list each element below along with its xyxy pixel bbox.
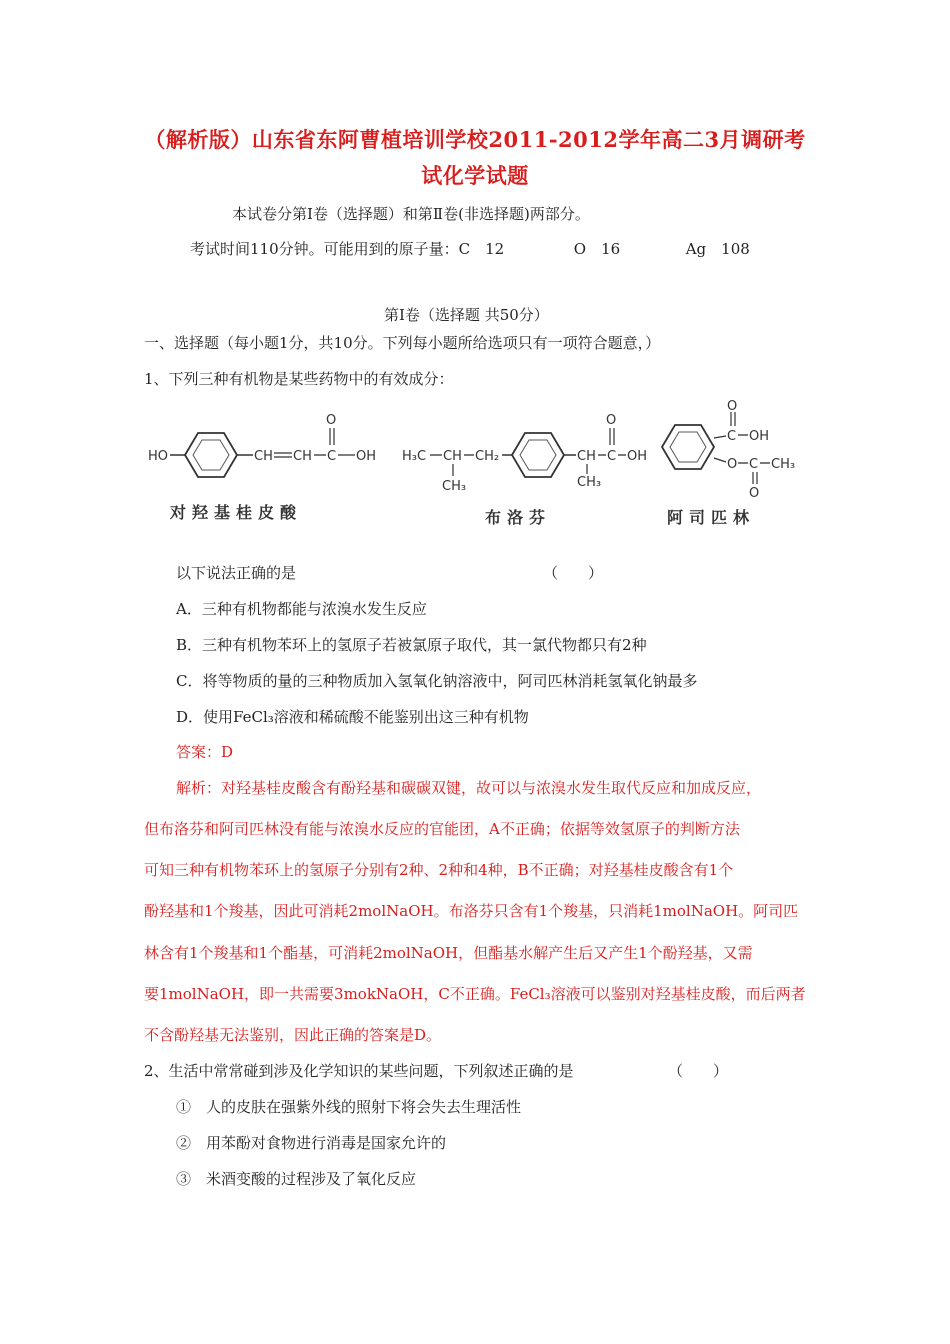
- svg-text:CH₃: CH₃: [577, 475, 602, 490]
- intro-line2: [190, 238, 750, 259]
- svg-text:C: C: [727, 429, 737, 444]
- svg-text:CH: CH: [443, 449, 462, 464]
- q2-stem: 2、生活中常常碰到涉及化学知识的某些问题，下列叙述正确的是: [144, 1062, 574, 1080]
- svg-text:CH: CH: [577, 449, 596, 464]
- document-title-line1: （解析版）山东省东阿曹植培训学校2011-2012学年高二3月调研考: [144, 127, 806, 152]
- svg-text:O: O: [326, 413, 337, 428]
- molecule-aspirin: [662, 399, 795, 501]
- intro-oxygen: O 16: [573, 240, 621, 258]
- q1-option-d: D．使用FeCl₃溶液和稀硫酸不能鉴别出这三种有机物: [176, 708, 529, 726]
- q1-option-b: B．三种有机物苯环上的氢原子若被氯原子取代，其一氯代物都只有2种: [176, 636, 647, 654]
- molecule-label-aspirin: 阿司匹林: [667, 508, 756, 527]
- svg-text:O: O: [727, 457, 738, 472]
- svg-text:CH₂: CH₂: [475, 449, 500, 464]
- q1-analysis-line: 但布洛芬和阿司匹林没有能与浓溴水反应的官能团，A不正确；依据等效氢原子的判断方法: [144, 820, 740, 838]
- q1-analysis-line: 解析：对羟基桂皮酸含有酚羟基和碳碳双键，故可以与浓溴水发生取代反应和加成反应，: [176, 779, 762, 797]
- intro-line1: 本试卷分第Ⅰ卷（选择题）和第Ⅱ卷(非选择题)两部分。: [232, 205, 590, 223]
- intro-silver: Ag 108: [685, 240, 750, 258]
- intro-time-and-carbon: 考试时间110分钟。可能用到的原子量：C 12: [190, 240, 505, 258]
- svg-text:CH₃: CH₃: [442, 479, 467, 494]
- svg-text:CH: CH: [293, 449, 312, 464]
- svg-text:C: C: [749, 457, 759, 472]
- q1-answer: 答案：D: [176, 743, 234, 761]
- q1-analysis-line: 林含有1个羧基和1个酯基，可消耗2molNaOH，但酯基水解产生后又产生1个酚羟基，又需: [144, 944, 753, 962]
- svg-text:CH₃: CH₃: [771, 457, 796, 472]
- document-title-line2: 试化学试题: [421, 163, 529, 188]
- section-heading: 第Ⅰ卷（选择题 共50分）: [384, 306, 549, 324]
- q2-answer-paren: （ ）: [668, 1062, 729, 1080]
- molecule-label-p-hydroxycinnamic-acid: 对羟基桂皮酸: [170, 503, 303, 522]
- svg-text:CH: CH: [254, 449, 273, 464]
- q2-item-3: ③ 米酒变酸的过程涉及了氧化反应: [176, 1170, 417, 1188]
- svg-text:O: O: [606, 413, 617, 428]
- svg-text:HO: HO: [148, 449, 169, 464]
- svg-text:O: O: [749, 486, 760, 501]
- svg-text:OH: OH: [749, 429, 770, 444]
- q1-analysis-line: 可知三种有机物苯环上的氢原子分别有2种、2种和4种，B不正确；对羟基桂皮酸含有1个: [144, 861, 734, 879]
- q1-analysis-line: 酚羟基和1个羧基，因此可消耗2molNaOH。布洛芬只含有1个羧基，只消耗1molNaOH。阿司匹: [144, 902, 799, 920]
- svg-text:H₃C: H₃C: [402, 449, 427, 464]
- q1-prompt: 以下说法正确的是: [176, 564, 297, 582]
- svg-text:OH: OH: [356, 449, 377, 464]
- molecule-p-hydroxycinnamic-acid: [148, 413, 376, 477]
- section-instruction: 一、选择题（每小题1分，共10分。下列每小题所给选项只有一项符合题意，）: [144, 334, 661, 352]
- q1-stem: 1、下列三种有机物是某些药物中的有效成分：: [144, 370, 454, 388]
- q1-analysis-line: 不含酚羟基无法鉴别，因此正确的答案是D。: [144, 1026, 442, 1044]
- q1-answer-paren: （ ）: [543, 564, 604, 582]
- q1-option-a: A．三种有机物都能与浓溴水发生反应: [176, 600, 427, 618]
- svg-text:OH: OH: [627, 449, 648, 464]
- svg-text:O: O: [727, 399, 738, 414]
- svg-text:C: C: [607, 449, 617, 464]
- q2-item-2: ② 用苯酚对食物进行消毒是国家允许的: [176, 1134, 447, 1152]
- q1-option-c: C．将等物质的量的三种物质加入氢氧化钠溶液中，阿司匹林消耗氢氧化钠最多: [176, 672, 698, 690]
- molecule-label-ibuprofen: 布洛芬: [485, 508, 552, 527]
- q1-analysis-line: 要1molNaOH，即一共需要3mokNaOH，C不正确。FeCl₃溶液可以鉴别对羟基桂皮酸，而后两者: [144, 985, 806, 1003]
- q2-item-1: ① 人的皮肤在强紫外线的照射下将会失去生理活性: [176, 1098, 522, 1116]
- molecule-ibuprofen: [402, 413, 647, 494]
- svg-text:C: C: [327, 449, 337, 464]
